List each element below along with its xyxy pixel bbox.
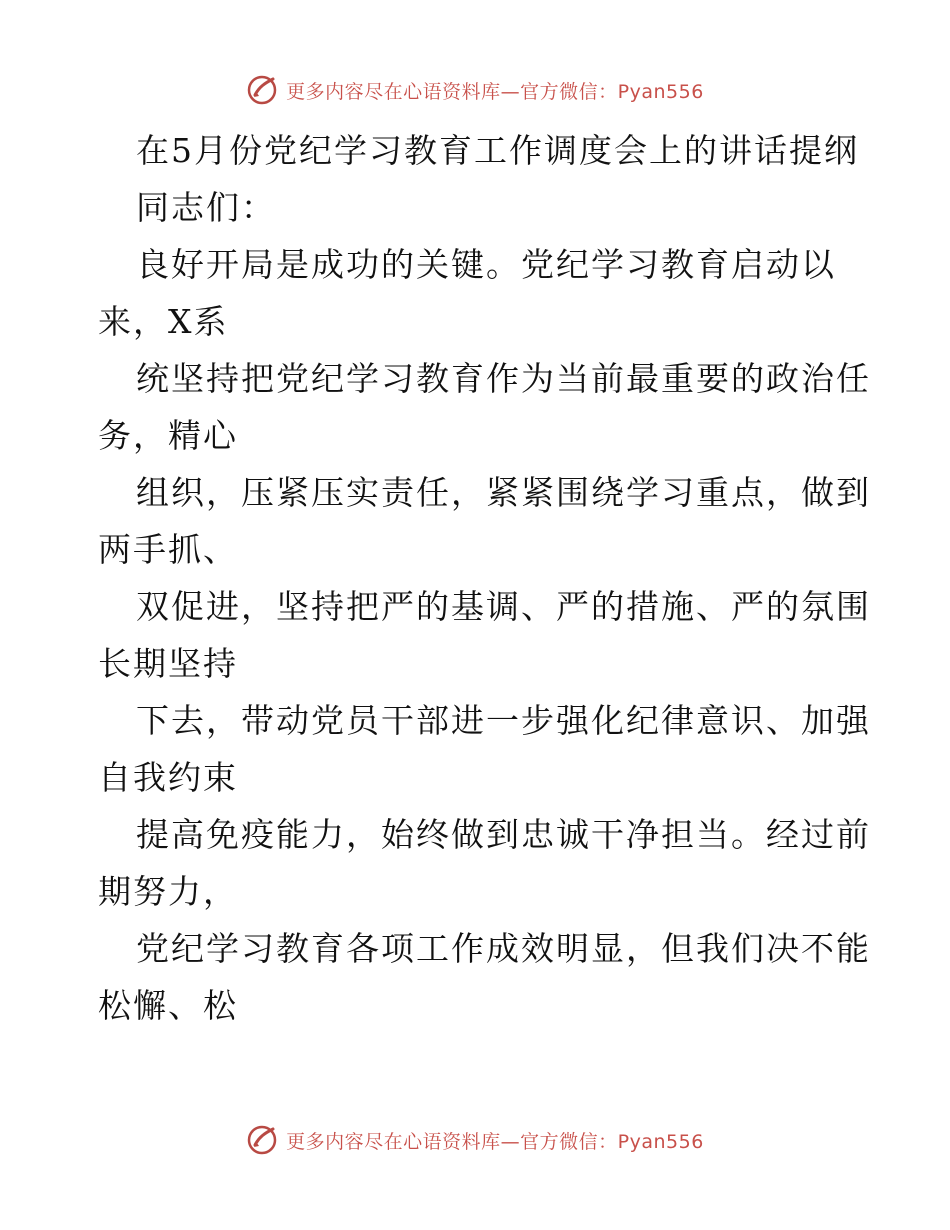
paragraph-line: 来，X系	[98, 302, 229, 341]
paragraph-line: 双促进，坚持把严的基调、严的措施、严的氛围	[136, 587, 871, 626]
paragraph-line: 长期坚持	[98, 644, 238, 683]
paragraph-line: 统坚持把党纪学习教育作为当前最重要的政治任	[136, 359, 871, 398]
footer-banner-text: 更多内容尽在心语资料库—官方微信：Pyan556	[286, 1130, 704, 1153]
document-body	[98, 122, 871, 1034]
paragraph-line: 务，精心	[98, 416, 238, 455]
paragraph-line: 下去，带动党员干部进一步强化纪律意识、加强	[136, 701, 871, 740]
paragraph-line: 期努力，	[98, 872, 238, 911]
paragraph-line: 良好开局是成功的关键。党纪学习教育启动以	[136, 245, 836, 284]
header-banner	[0, 70, 950, 110]
pen-seal-icon	[246, 73, 280, 107]
paragraph-line: 自我约束	[98, 758, 238, 797]
paragraph-line: 提高免疫能力，始终做到忠诚干净担当。经过前	[136, 815, 871, 854]
pen-seal-icon	[246, 1123, 280, 1157]
document-title: 在5月份党纪学习教育工作调度会上的讲话提纲	[136, 131, 859, 170]
header-banner-text: 更多内容尽在心语资料库—官方微信：Pyan556	[286, 80, 704, 103]
paragraph-line: 同志们：	[136, 188, 276, 227]
paragraph-line: 松懈、松	[98, 986, 238, 1025]
paragraph-line: 组织，压紧压实责任，紧紧围绕学习重点，做到	[136, 473, 871, 512]
paragraph-line: 两手抓、	[98, 530, 238, 569]
paragraph-line: 党纪学习教育各项工作成效明显，但我们决不能	[136, 929, 871, 968]
footer-banner	[0, 1120, 950, 1160]
